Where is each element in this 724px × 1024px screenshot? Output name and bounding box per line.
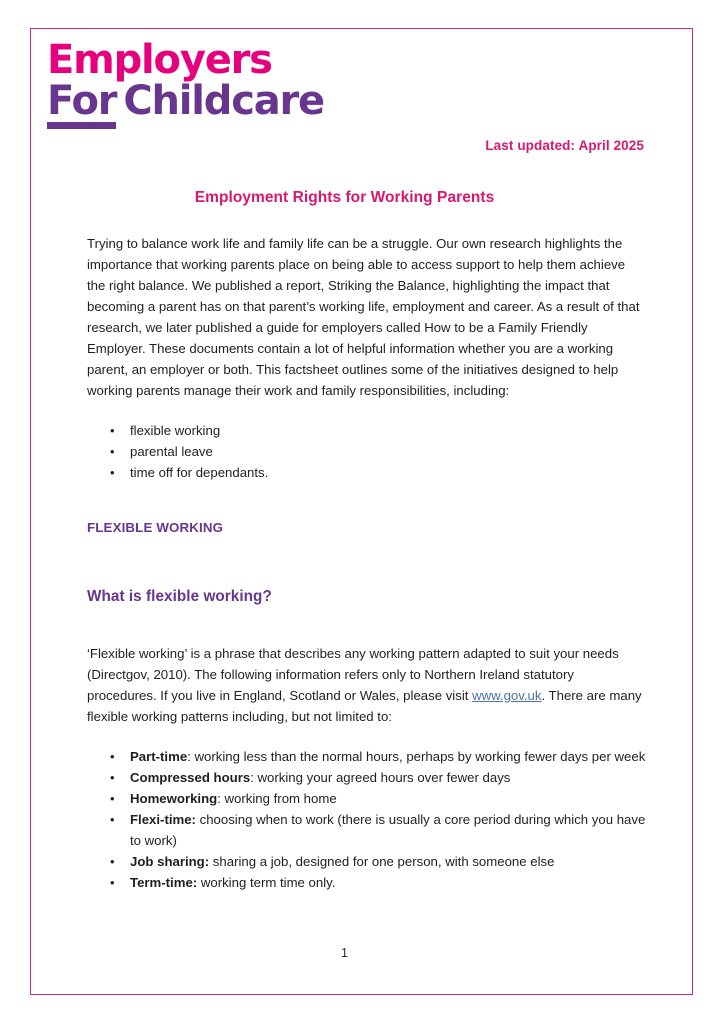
intro-paragraph: Trying to balance work life and family life can be a struggle. Our own research highlights the importance that working parents place on being able to access support to help them achieve the right balance. We published a report, Striking the Balance, highlighting the impact that becoming a parent has on that parent’s working life, employment and career. As a result of that research, we later published a guide for employers called How to be a Family Friendly Employer. These documents contain a lot of helpful information whether you are a working parent, an employer or both. This factsheet outlines some of the initiatives designed to help working parents manage their work and family responsibilities, including: xyxy=(87,236,640,399)
list-item-rest: sharing a job, designed for one person, with someone else xyxy=(209,854,555,870)
flexible-working-paragraph xyxy=(87,643,647,727)
page-number: 1 xyxy=(341,946,348,960)
list-item-lead: Compressed hours xyxy=(130,770,251,786)
list-item: • parental leave xyxy=(87,441,647,462)
list-item-rest: working term time only. xyxy=(197,875,336,891)
section-heading-flexible-working: FLEXIBLE WORKING xyxy=(87,519,224,535)
intro-bullet-list xyxy=(87,420,647,483)
list-item-lead: Job sharing: xyxy=(130,854,210,870)
list-item-lead: Part-time xyxy=(130,748,188,764)
sub-heading-what-is-flexible-working: What is flexible working? xyxy=(87,588,272,606)
logo-line-for-childcare xyxy=(47,78,324,129)
spacer xyxy=(87,484,647,504)
spacer xyxy=(87,727,647,746)
paragraph-text-after-link: . There are many flexible working patterns including, but not limited to: xyxy=(87,687,642,724)
gov-uk-link[interactable]: www.gov.uk xyxy=(472,687,542,703)
logo-word-for: For xyxy=(47,81,116,129)
list-item: • flexible working xyxy=(87,420,647,441)
list-item-lead: Homeworking xyxy=(130,791,218,807)
list-item-lead: Flexi-time: xyxy=(130,812,196,828)
paragraph-text-before-link: ‘Flexible working’ is a phrase that describes any working pattern adapted to suit your needs (Directgov, 2010). The following information refers only to Northern Ireland statutory procedures. If you live in England, Scotland or Wales, please visit xyxy=(87,645,619,703)
list-item-rest: choosing when to work (there is usually a core period during which you have to work) xyxy=(130,812,646,849)
list-item xyxy=(87,746,647,767)
logo-line-employers: Employers xyxy=(47,37,272,83)
last-updated-label: Last updated: April 2025 xyxy=(485,138,644,153)
spacer xyxy=(87,623,647,643)
logo-word-childcare: Childcare xyxy=(123,78,324,125)
spacer xyxy=(87,401,647,420)
list-item-rest: : working from home xyxy=(217,791,337,807)
page-title: Employment Rights for Working Parents xyxy=(194,189,495,206)
list-item-rest: : working less than the normal hours, perhaps by working fewer days per week xyxy=(187,748,646,764)
document-body xyxy=(87,233,647,893)
list-item: • time off for dependants. xyxy=(87,462,647,483)
flexible-working-patterns-list xyxy=(87,746,647,893)
list-item-rest: : working your agreed hours over fewer days xyxy=(250,770,511,786)
list-item xyxy=(87,851,647,872)
list-item-lead: Term-time: xyxy=(130,875,198,891)
list-item xyxy=(87,872,647,893)
list-item xyxy=(87,809,647,851)
spacer xyxy=(87,551,647,571)
list-item xyxy=(87,767,647,788)
employers-for-childcare-logo xyxy=(47,37,324,129)
list-item xyxy=(87,788,647,809)
